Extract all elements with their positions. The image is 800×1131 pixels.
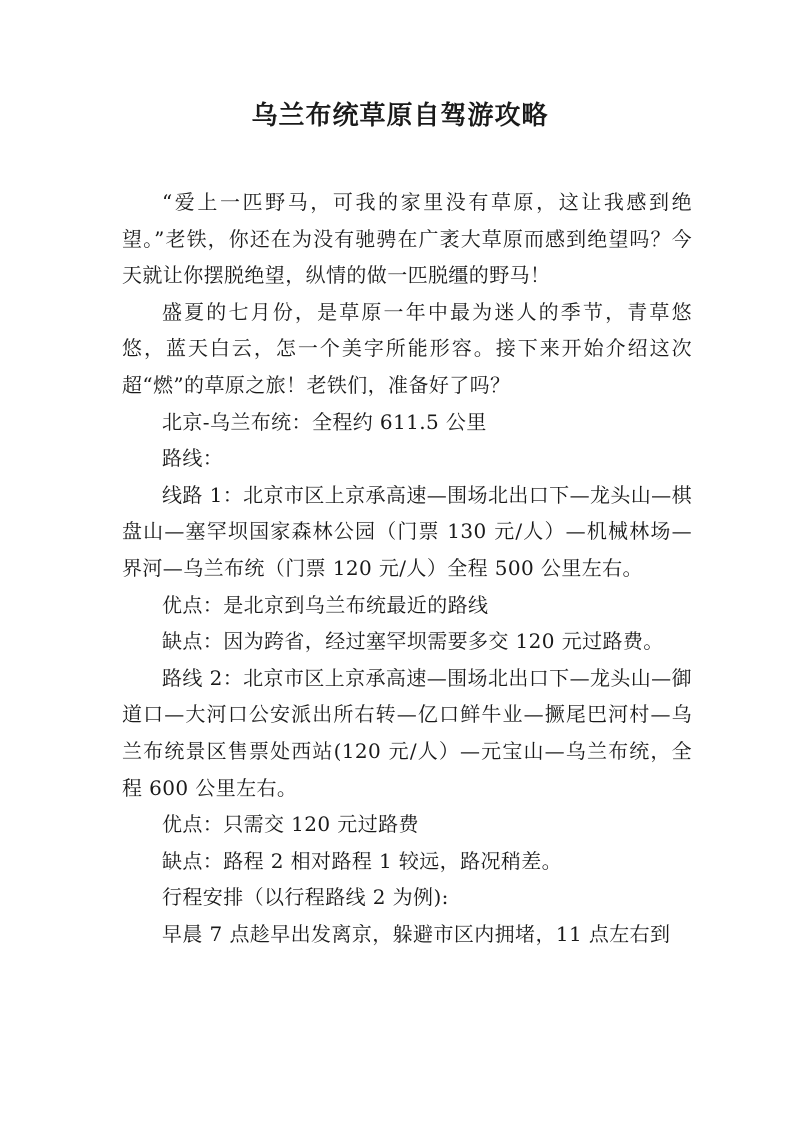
- paragraph-route-2-pros: 优点：只需交 120 元过路费: [162, 812, 419, 837]
- paragraph-route-1: 线路 1：北京市区上京承高速—围场北出口下—龙头山—棋盘山—塞罕坝国家森林公园（门票 130 元/人）—机械林场—界河—乌兰布统（门票 120 元/人）全程 500 公里左右。: [122, 482, 692, 580]
- paragraph-summer: 盛夏的七月份，是草原一年中最为迷人的季节，青草悠悠，蓝天白云，怎一个美字所能形容。接下来开始介绍这次超“燃”的草原之旅！老铁们，准备好了吗？: [122, 299, 692, 397]
- paragraph-itinerary-heading: 行程安排（以行程路线 2 为例):: [162, 885, 449, 910]
- document-title: 乌兰布统草原自驾游攻略: [251, 101, 549, 131]
- paragraph-route-2: 路线 2：北京市区上京承高速—围场北出口下—龙头山—御道口—大河口公安派出所右转—亿口鲜牛业—撅尾巴河村—乌兰布统景区售票处西站(120 元/人）—元宝山—乌兰布统，全程 600 公里左右。: [122, 665, 692, 800]
- paragraph-route-2-cons: 缺点：路程 2 相对路程 1 较远，路况稍差。: [162, 848, 563, 873]
- paragraph-route-1-pros: 优点：是北京到乌兰布统最近的路线: [162, 592, 489, 617]
- paragraph-distance: 北京-乌兰布统：全程约 611.5 公里: [162, 409, 487, 434]
- paragraph-itinerary-start: 早晨 7 点趁早出发离京，躲避市区内拥堵，11 点左右到: [162, 921, 671, 946]
- paragraph-route-heading: 路线：: [162, 446, 224, 471]
- paragraph-route-1-cons: 缺点：因为跨省，经过塞罕坝需要多交 120 元过路费。: [162, 629, 664, 654]
- document-body: [122, 184, 692, 952]
- paragraph-intro-quote: “爱上一匹野马，可我的家里没有草原，这让我感到绝望。”老铁，你还在为没有驰骋在广袤大草原而感到绝望吗？今天就让你摆脱绝望，纵情的做一匹脱缰的野马！: [122, 190, 692, 288]
